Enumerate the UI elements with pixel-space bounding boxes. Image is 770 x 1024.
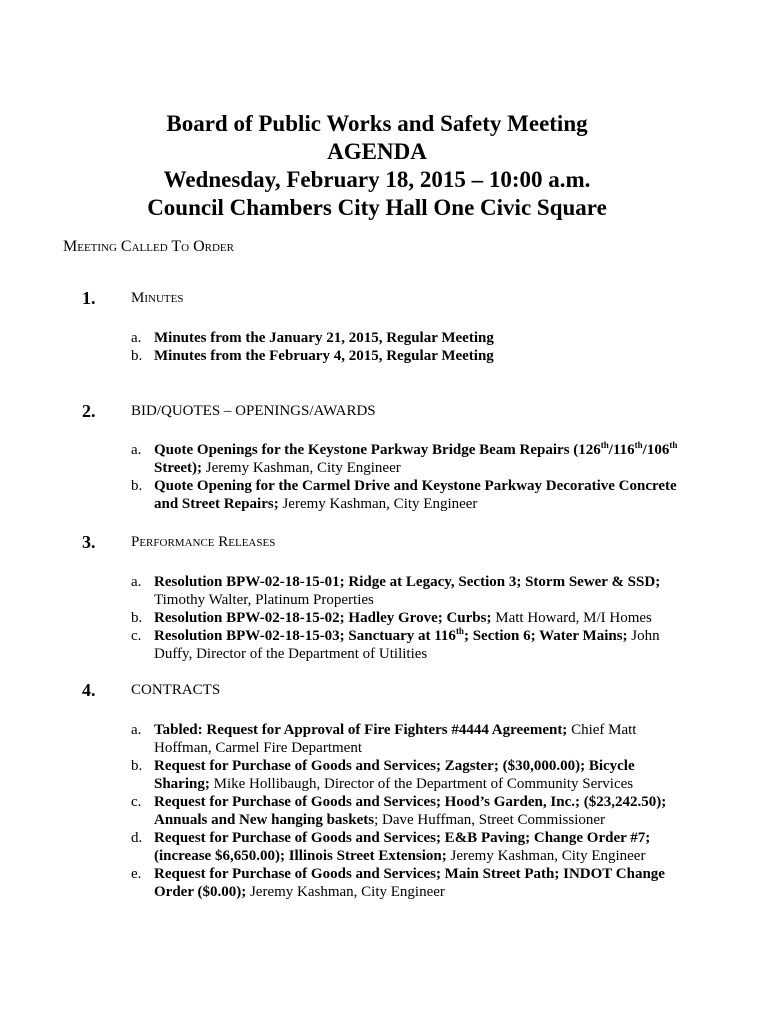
item-presenter: John Duffy, Director of the Department of Utilities: [154, 628, 660, 662]
agenda-item: [0, 329, 770, 347]
item-title: Tabled: Request for Approval of Fire Fighters #4444 Agreement;: [154, 722, 568, 738]
item-title: Minutes from the January 21, 2015, Regular Meeting: [154, 330, 494, 346]
meeting-called-to-order: Meeting Called To Order: [63, 238, 234, 255]
section-title: CONTRACTS: [131, 682, 221, 698]
item-letter: a.: [131, 722, 142, 738]
item-letter: b.: [131, 348, 143, 364]
agenda-item: [0, 793, 770, 829]
meeting-location: Council Chambers City Hall One Civic Square: [147, 195, 607, 220]
item-title: Quote Openings for the Keystone Parkway Bridge Beam Repairs (126th/116th/106th Street);: [154, 440, 678, 476]
meeting-date-time: Wednesday, February 18, 2015 – 10:00 a.m.: [163, 167, 591, 192]
item-presenter: Mike Hollibaugh, Director of the Department of Community Services: [209, 776, 634, 792]
item-presenter: Jeremy Kashman, City Engineer: [278, 496, 478, 512]
item-letter: a.: [131, 330, 142, 346]
item-presenter: Jeremy Kashman, City Engineer: [446, 848, 646, 864]
item-presenter: Jeremy Kashman, City Engineer: [202, 460, 401, 476]
agenda-item: [0, 721, 770, 757]
item-letter: c.: [131, 628, 142, 644]
item-title: Request for Purchase of Goods and Services; Main Street Path; INDOT Change Order ($0.00);: [154, 866, 665, 900]
item-presenter: ; Dave Huffman, Street Commissioner: [374, 812, 606, 828]
agenda-item: [0, 829, 770, 865]
section-number: 3.: [82, 532, 96, 552]
item-presenter: Matt Howard, M/I Homes: [491, 610, 652, 626]
item-presenter: Timothy Walter, Platinum Properties: [154, 592, 374, 608]
item-title: Minutes from the February 4, 2015, Regular Meeting: [154, 348, 494, 364]
item-letter: b.: [131, 610, 143, 626]
item-title: Resolution BPW-02-18-15-03; Sanctuary at 116th; Section 6; Water Mains;: [154, 626, 628, 644]
agenda-item: [0, 865, 770, 901]
item-letter: b.: [131, 758, 143, 774]
agenda-title-block: [0, 110, 754, 222]
item-letter: a.: [131, 442, 142, 458]
section-title: Performance Releases: [131, 534, 276, 550]
item-letter: d.: [131, 830, 143, 846]
section-title: BID/QUOTES – OPENINGS/AWARDS: [131, 403, 376, 419]
item-presenter: Jeremy Kashman, City Engineer: [246, 884, 445, 900]
section-items-bids: [0, 441, 770, 513]
section-number: 2.: [82, 401, 96, 421]
agenda-item: [0, 441, 770, 477]
agenda-item: [0, 347, 770, 365]
item-letter: a.: [131, 574, 142, 590]
item-title: Resolution BPW-02-18-15-01; Ridge at Legacy, Section 3; Storm Sewer & SSD;: [154, 574, 661, 590]
meeting-title: Board of Public Works and Safety Meeting: [166, 111, 588, 136]
agenda-item: [0, 609, 770, 627]
item-letter: c.: [131, 794, 142, 810]
item-title: Resolution BPW-02-18-15-02; Hadley Grove; Curbs;: [154, 610, 492, 626]
item-title: Request for Purchase of Goods and Services; E&B Paving; Change Order #7; (increase $6,650.00); Illinois Street Extension;: [154, 830, 651, 864]
agenda-item: [0, 573, 770, 609]
item-title: Request for Purchase of Goods and Services; Zagster; ($30,000.00); Bicycle Sharing;: [154, 758, 635, 792]
section-items-minutes: [0, 329, 770, 365]
item-letter: b.: [131, 478, 143, 494]
item-title: Request for Purchase of Goods and Services; Hood’s Garden, Inc.; ($23,242.50); Annuals and New hanging baskets: [154, 794, 667, 828]
item-title: Quote Opening for the Carmel Drive and Keystone Parkway Decorative Concrete and Street Repairs;: [154, 478, 677, 512]
section-items-performance-releases: [0, 573, 770, 663]
item-presenter: Chief Matt Hoffman, Carmel Fire Department: [154, 722, 637, 756]
section-title: Minutes: [131, 290, 184, 306]
section-number: 1.: [82, 288, 96, 308]
section-number: 4.: [82, 680, 96, 700]
item-letter: e.: [131, 866, 142, 882]
agenda-item: [0, 757, 770, 793]
agenda-item: [0, 477, 770, 513]
section-items-contracts: [0, 721, 770, 901]
agenda-item: [0, 627, 770, 663]
agenda-heading: AGENDA: [327, 139, 427, 164]
